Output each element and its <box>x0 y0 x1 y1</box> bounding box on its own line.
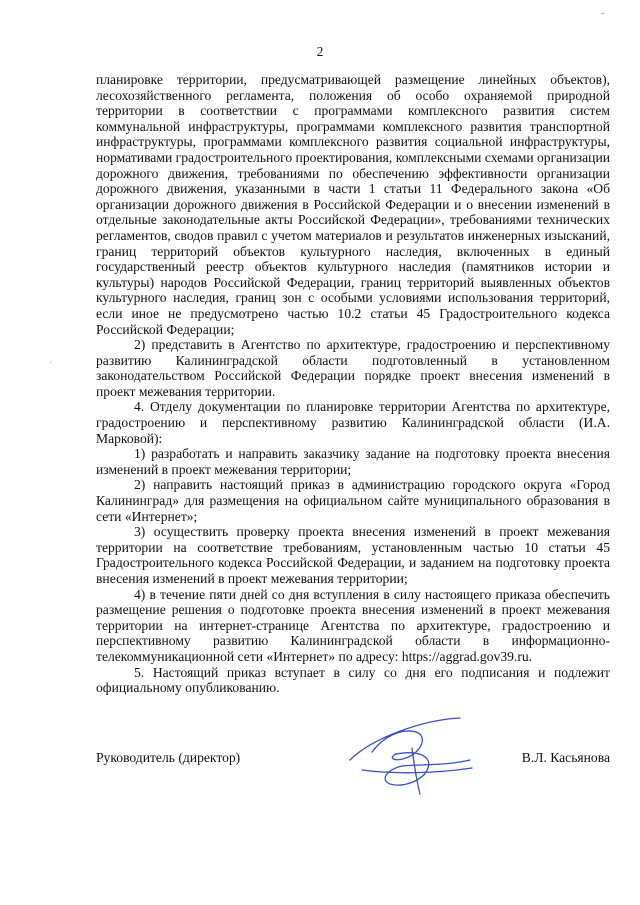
corner-mark: - <box>601 8 605 19</box>
signatory-name: В.Л. Касьянова <box>521 750 610 765</box>
document-body <box>96 72 610 696</box>
handwritten-signature <box>332 708 482 796</box>
paragraph-item-4-publish: 4) в течение пяти дней со дня вступления в силу настоящего приказа обеспечить размещение решения о подготовке проекта внесения изменений в проект межевания территории на интернет-странице Агентства по архитектуре, градостроению и перспективному развитию Калининградской области в информационно-телекоммуникационной сети «Интернет» по адресу: https://aggrad.gov39.ru. <box>96 586 610 664</box>
page-number: 2 <box>316 44 324 59</box>
paragraph-item-3-verify: 3) осуществить проверку проекта внесения изменений в проект межевания территории на соответствие требованиям, установленным частью 10 статьи 45 Градостроительного кодекса Российской Федерации, и заданием на подготовку проекта внесения изменений в проект межевания территории; <box>96 524 610 586</box>
signatory-title: Руководитель (директор) <box>96 750 241 765</box>
paragraph-item-2-submit: 2) представить в Агентство по архитектуре, градостроению и перспективному развитию Калининградской области подготовленный в установленном законодательством Российской Федерации порядке проект внесения изменений в проект межевания территории. <box>96 337 610 399</box>
paragraph-section-4: 4. Отделу документации по планировке территории Агентства по архитектуре, градостроению и перспективному развитию Калининградской области (И.А. Марковой): <box>96 399 610 446</box>
paragraph-item-2-send: 2) направить настоящий приказ в администрацию городского округа «Город Калининград» для размещения на официальном сайте муниципального образования в сети «Интернет»; <box>96 477 610 524</box>
margin-mark: ' <box>50 360 52 370</box>
paragraph-section-5: 5. Настоящий приказ вступает в силу со дня его подписания и подлежит официальному опубликованию. <box>96 664 610 696</box>
paragraph-item-1-develop: 1) разработать и направить заказчику задание на подготовку проекта внесения изменений в проект межевания территории; <box>96 446 610 477</box>
paragraph-continuation: планировке территории, предусматривающей размещение линейных объектов), лесохозяйственного регламента, положения об особо охраняемой природной территории в соответствии с программами комплексного развития систем коммунальной инфраструктуры, программами комплексного развития транспортной инфраструктуры, программами комплексного развития социальной инфраструктуры, нормативами градостроительного проектирования, комплексными схемами организации дорожного движения, требованиями по обеспечению эффективности организации дорожного движения, указанными в части 1 статьи 11 Федерального закона «Об организации дорожного движения в Российской Федерации и о внесении изменений в отдельные законодательные акты Российской Федерации», требованиями технических регламентов, сводов правил с учетом материалов и результатов инженерных изысканий, границ территорий объектов культурного наследия, включенных в единый государственный реестр объектов культурного наследия (памятников истории и культуры) народов Российской Федерации, границ территорий выявленных объектов культурного наследия, границ зон с особыми условиями использования территорий, если иное не предусмотрено частью 10.2 статьи 45 Градостроительного кодекса Российской Федерации; <box>96 72 610 337</box>
